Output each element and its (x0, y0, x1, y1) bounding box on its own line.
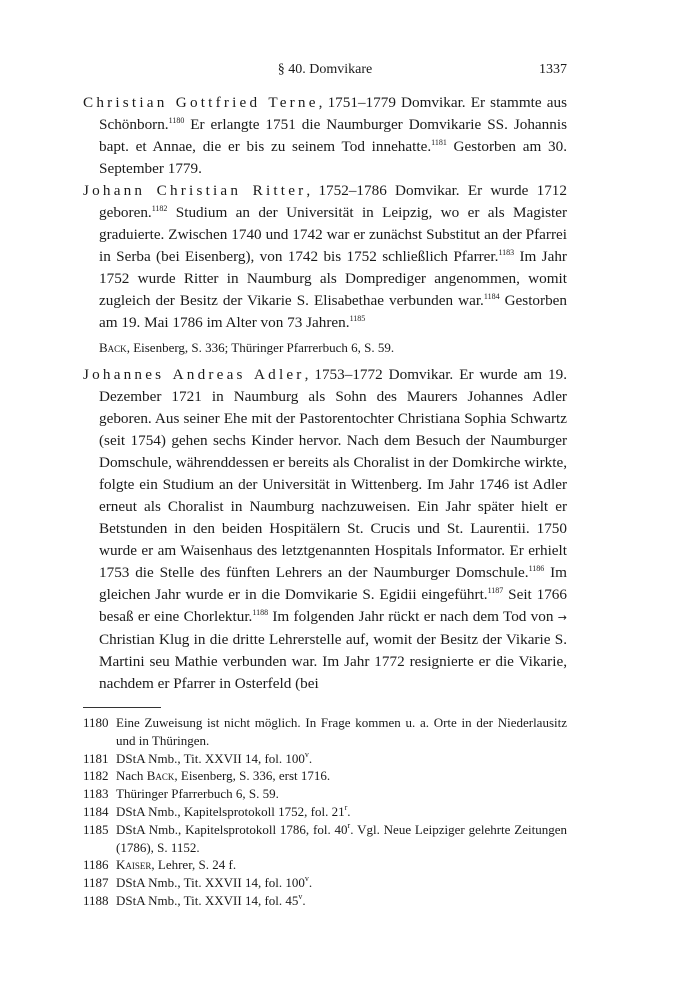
footnote-number: 1182 (83, 768, 109, 784)
footnote-ref[interactable]: 1185 (349, 314, 366, 323)
running-head (83, 62, 567, 84)
footnote-ref[interactable]: 1187 (487, 586, 504, 595)
person-name: Johann Christian Ritter (83, 182, 307, 199)
footnote-number: 1181 (83, 750, 109, 766)
footnote: 1181 DStA Nmb., Tit. XXVII 14, fol. 100$^v$. (83, 749, 313, 766)
footnote-ref[interactable]: 1183 (498, 248, 515, 257)
section-title: § 40. Domvikare (277, 62, 373, 77)
footnote-ref[interactable]: 1181 (431, 138, 447, 147)
footnote-number: 1187 (83, 875, 109, 891)
footnotes (83, 714, 567, 910)
footnote: 1186 Kaiser, Lehrer, S. 24 f. (83, 857, 237, 873)
page-number: 1337 (539, 62, 567, 77)
footnote-number: 1186 (83, 857, 109, 873)
entry-adler: Johannes Andreas Adler, 1753–1772 Domvikar. Er wurde am 19. Dezember 1721 in Naumburg als Sohn des Maurers Johannes Adler geboren. Aus seiner Ehe mit der Pastorentochter Christiana Sophia Schwartz (seit 1754) gehen sechs Kinder hervor. Nach dem Besuch der Naumburger Domschule, währenddessen er bereits als Choralist in der Domkirche wirkte, folgte ein Studium an der Universität in Wittenberg. Im Jahr 1746 ist Adler erneut als Choralist in Naumburg nachzuweisen. Ein Jahr später hielt er Betstunden in den beiden Hospitälern St. Crucis und St. Laurentii. 1750 wurde er am Waisenhaus des letztgenannten Hospitals Informator. Er erhielt 1753 die Stelle des fünften Lehrers an der Naumburger Domschule.$^{1186}$ Im gleichen Jahr wurde er in die Domvikarie S. Egidii eingeführt.$^{1187}$ Seit 1766 besaß er eine Chorlektur.$^{1188}$ Im folgenden Jahr rückt er nach dem Tod von → Christian Klug in die dritte Lehrerstelle auf, womit der Besitz der Vikarie S. Martini seu Mathie verbunden war. Im Jahr 1772 resignierte er die Vikarie, nachdem er Pfarrer in Osterfeld (bei (83, 366, 567, 692)
footnote-ref[interactable]: 1186 (528, 564, 545, 573)
footnote: 1182 Nach Back, Eisenberg, S. 336, erst 1716. (83, 768, 331, 784)
footnote: 1188 DStA Nmb., Tit. XXVII 14, fol. 45$^v$. (83, 891, 306, 908)
literature-note: Back, Eisenberg, S. 336; Thüringer Pfarrerbuch 6, S. 59. (99, 340, 395, 355)
book-page (83, 62, 567, 910)
footnote-ref[interactable]: 1188 (252, 608, 269, 617)
footnote: 1183 Thüringer Pfarrerbuch 6, S. 59. (83, 786, 279, 802)
person-name: Christian Gottfried Terne (83, 94, 319, 111)
footnote: 1187 DStA Nmb., Tit. XXVII 14, fol. 100$^v$. (83, 874, 313, 891)
entries (83, 92, 567, 695)
footnote-ref[interactable]: 1182 (151, 204, 168, 213)
footnote-number: 1184 (83, 803, 109, 819)
footnote: 1184 DStA Nmb., Kapitelsprotokoll 1752, fol. 21$^r$. (83, 802, 351, 819)
entry-ritter: Johann Christian Ritter, 1752–1786 Domvikar. Er wurde 1712 geboren.$^{1182}$ Studium an der Universität in Leipzig, wo er als Magister graduierte. Zwischen 1740 und 1742 war er zunächst Substitut an der Pfarrei in Serba (bei Eisenberg), von 1742 bis 1752 schließlich Pfarrer.$^{1183}$ Im Jahr 1752 wurde Ritter in Naumburg als Domprediger angenommen, womit zugleich der Besitz der Vikarie S. Elisabethae verbunden war.$^{1184}$ Gestorben am 19. Mai 1786 im Alter von 73 Jahren.$^{1185}$ (83, 182, 568, 331)
cross-reference-arrow-icon[interactable]: → (557, 611, 567, 624)
footnote-number: 1188 (83, 892, 109, 908)
literature-author: Back (99, 340, 127, 355)
person-name: Johannes Andreas Adler (83, 366, 305, 383)
footnote-ref[interactable]: 1184 (483, 292, 500, 301)
footnote-ref[interactable]: 1180 (168, 116, 185, 125)
footnote-number: 1185 (83, 821, 109, 837)
footnote: 1185 DStA Nmb., Kapitelsprotokoll 1786, fol. 40$^r$. Vgl. Neue Leipziger gelehrte Zeitungen (1786), S. 1152. (83, 820, 567, 855)
entry-terne: Christian Gottfried Terne, 1751–1779 Domvikar. Er stammte aus Schönborn.$^{1180}$ Er erlangte 1751 die Naumburger Domvikarie SS. Johannis bapt. et Annae, die er bis zu seinem Tod innehatte.$^{1181}$ Gestorben am 30. September 1779. (83, 94, 567, 177)
footnote: 1180 Eine Zuweisung ist nicht möglich. In Frage kommen u. a. Orte in der Niederlausitz und in Thüringen. (83, 715, 567, 748)
footnote-number: 1183 (83, 786, 109, 802)
footnote-number: 1180 (83, 715, 109, 730)
footnote-divider (83, 707, 161, 708)
